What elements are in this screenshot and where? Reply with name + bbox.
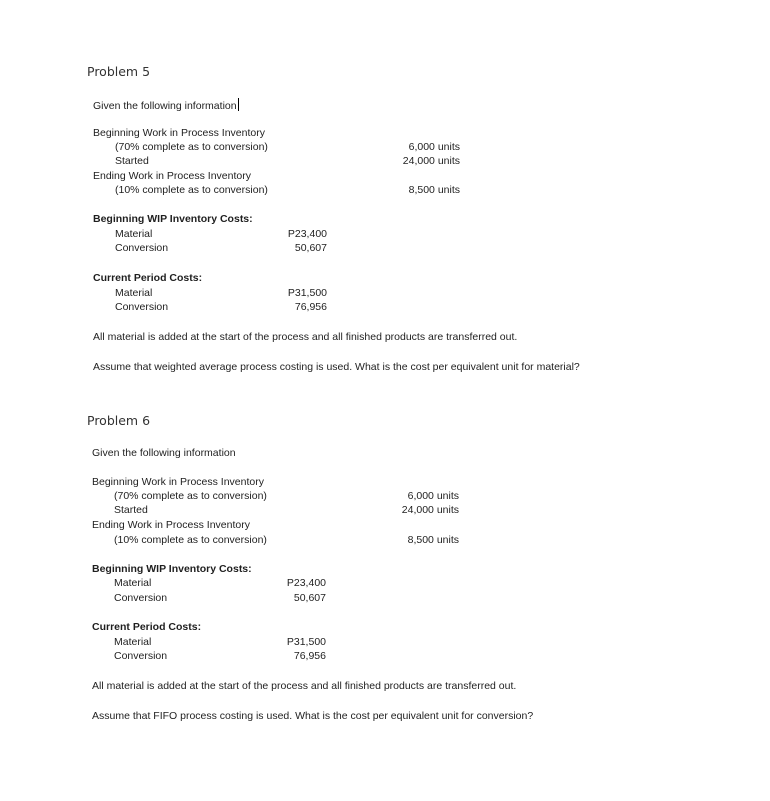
ending-completion-note: (10% complete as to conversion) <box>115 184 268 196</box>
started-label: Started <box>115 155 149 167</box>
current-costs-heading: Current Period Costs: <box>92 621 202 633</box>
intro-text: Given the following information <box>92 447 236 459</box>
problem-heading: Problem 6 <box>87 413 151 428</box>
current-material-label: Material <box>114 636 152 648</box>
current-costs-heading: Current Period Costs: <box>93 272 203 284</box>
problem-heading: Problem 5 <box>87 64 151 79</box>
beginning-costs-heading: Beginning WIP Inventory Costs: <box>92 563 252 575</box>
beginning-conversion-value: 50,607 <box>293 592 326 604</box>
text-cursor <box>238 98 239 111</box>
beginning-material-value: P23,400 <box>286 577 326 589</box>
started-units: 24,000 units <box>401 504 459 516</box>
started-units: 24,000 units <box>402 155 460 167</box>
started-label: Started <box>114 504 148 516</box>
ending-units: 8,500 units <box>408 184 460 196</box>
beginning-conversion-label: Conversion <box>115 242 169 254</box>
beginning-units: 6,000 units <box>408 141 460 153</box>
beginning-material-label: Material <box>114 577 152 589</box>
beginning-conversion-label: Conversion <box>114 592 168 604</box>
current-material-value: P31,500 <box>287 287 327 299</box>
process-note: All material is added at the start of the process and all finished products are transferred out. <box>92 680 517 692</box>
beginning-completion-note: (70% complete as to conversion) <box>115 141 268 153</box>
ending-wip-label: Ending Work in Process Inventory <box>93 170 251 182</box>
intro-text[interactable]: Given the following information <box>93 100 237 112</box>
beginning-units: 6,000 units <box>407 490 459 502</box>
current-conversion-label: Conversion <box>115 301 169 313</box>
current-conversion-value: 76,956 <box>293 650 326 662</box>
ending-completion-note: (10% complete as to conversion) <box>114 534 267 546</box>
question-text: Assume that weighted average process costing is used. What is the cost per equivalent unit for material? <box>93 361 580 373</box>
beginning-wip-label: Beginning Work in Process Inventory <box>92 476 264 488</box>
beginning-costs-heading: Beginning WIP Inventory Costs: <box>93 213 253 225</box>
question-text: Assume that FIFO process costing is used. What is the cost per equivalent unit for conversion? <box>92 710 534 722</box>
current-conversion-value: 76,956 <box>294 301 327 313</box>
ending-units: 8,500 units <box>407 534 459 546</box>
beginning-material-label: Material <box>115 228 153 240</box>
ending-wip-label: Ending Work in Process Inventory <box>92 519 250 531</box>
process-note: All material is added at the start of the process and all finished products are transferred out. <box>93 331 518 343</box>
beginning-conversion-value: 50,607 <box>294 242 327 254</box>
beginning-wip-label: Beginning Work in Process Inventory <box>93 127 265 139</box>
beginning-completion-note: (70% complete as to conversion) <box>114 490 267 502</box>
beginning-material-value: P23,400 <box>287 228 327 240</box>
current-material-value: P31,500 <box>286 636 326 648</box>
current-conversion-label: Conversion <box>114 650 168 662</box>
current-material-label: Material <box>115 287 153 299</box>
